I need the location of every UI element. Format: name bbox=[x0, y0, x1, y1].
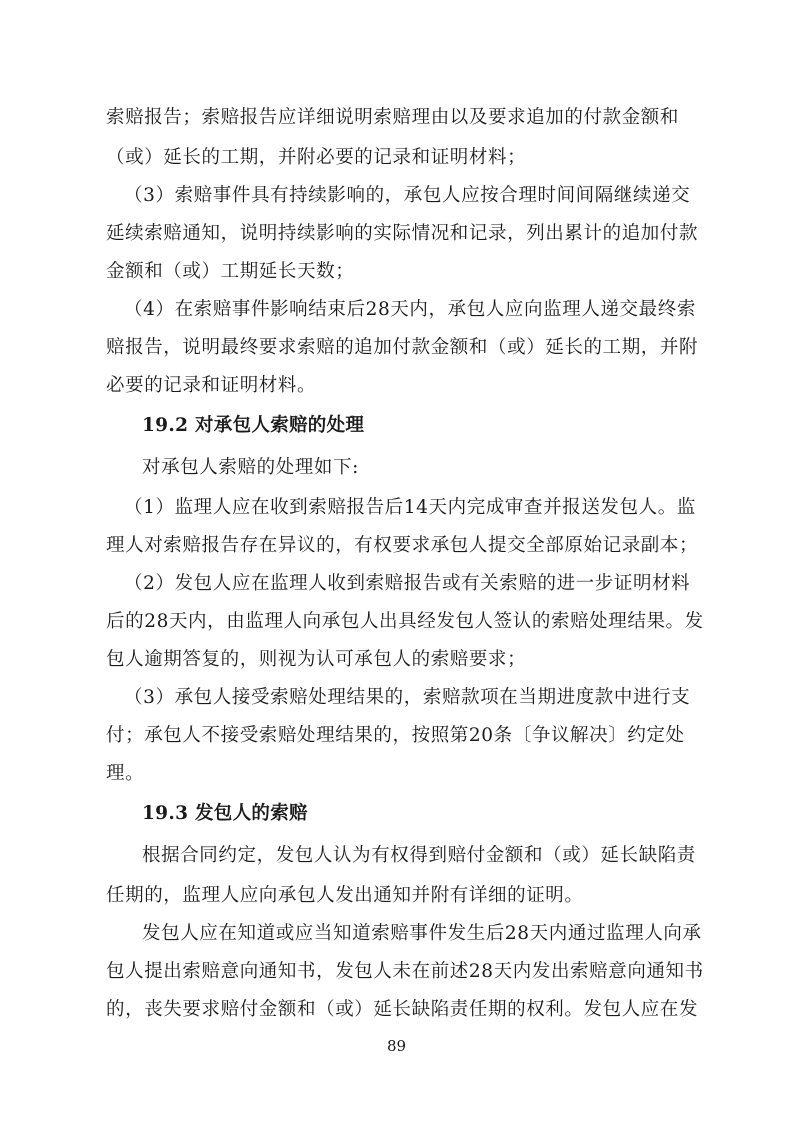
text-line: 对承包人索赔的处理如下: bbox=[142, 457, 359, 478]
text-line: 付；承包人不接受索赔处理结果的，按照第20条〔争议解决〕约定处 bbox=[106, 725, 685, 746]
text-line: （4）在索赔事件影响结束后28天内，承包人应向监理人递交最终索 bbox=[124, 299, 696, 320]
text-line: （或）延长的工期，并附必要的记录和证明材料； bbox=[106, 147, 527, 168]
text-line: 根据合同约定，发包人认为有权得到赔付金额和（或）延长缺陷责 bbox=[142, 845, 696, 866]
text-line: 必要的记录和证明材料。 bbox=[106, 375, 317, 396]
text-line: 发包人应在知道或应当知道索赔事件发生后28天内通过监理人向承 bbox=[142, 923, 702, 944]
page-number: 89 bbox=[386, 1037, 407, 1055]
text-line: 赔报告，说明最终要求索赔的追加付款金额和（或）延长的工期，并附 bbox=[106, 337, 699, 358]
text-line: 包人提出索赔意向通知书，发包人未在前述28天内发出索赔意向通知书 bbox=[106, 961, 704, 982]
section-heading-19-3: 19.3 发包人的索赔 bbox=[142, 803, 308, 824]
text-line: 后的28天内，由监理人向承包人出具经发包人签认的索赔处理结果。发 bbox=[106, 611, 704, 632]
text-line: 索赔报告；索赔报告应详细说明索赔理由以及要求追加的付款金额和 bbox=[106, 107, 680, 128]
text-line: 延续索赔通知，说明持续影响的实际情况和记录，列出累计的追加付款 bbox=[106, 223, 699, 244]
text-line: 理人对索赔报告存在异议的，有权要求承包人提交全部原始记录副本； bbox=[106, 535, 699, 556]
text-line: 包人逾期答复的，则视为认可承包人的索赔要求； bbox=[106, 649, 527, 670]
text-line: （3）承包人接受索赔处理结果的，索赔款项在当期进度款中进行支 bbox=[124, 687, 691, 708]
text-line: 任期的，监理人应向承包人发出通知并附有详细的证明。 bbox=[106, 885, 584, 906]
text-line: （3）索赔事件具有持续影响的，承包人应按合理时间间隔继续递交 bbox=[124, 185, 691, 206]
text-line: 的，丧失要求赔付金额和（或）延长缺陷责任期的权利。发包人应在发 bbox=[106, 999, 699, 1020]
text-line: 金额和（或）工期延长天数； bbox=[106, 261, 355, 282]
text-line: 理。 bbox=[106, 763, 145, 784]
section-heading-19-2: 19.2 对承包人索赔的处理 bbox=[142, 415, 365, 436]
text-line: （2）发包人应在监理人收到索赔报告或有关索赔的进一步证明材料 bbox=[124, 573, 691, 594]
text-line: （1）监理人应在收到索赔报告后14天内完成审查并报送发包人。监 bbox=[124, 497, 696, 518]
